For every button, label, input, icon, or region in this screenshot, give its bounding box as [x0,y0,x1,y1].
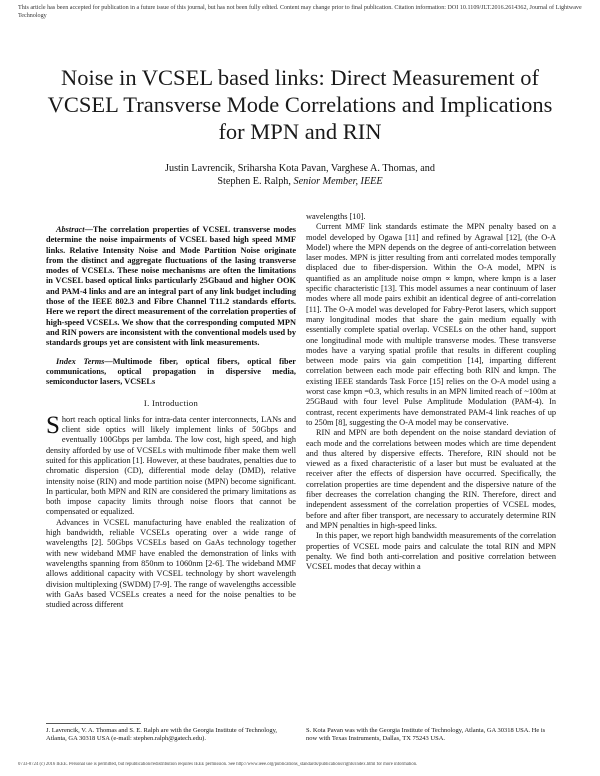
abstract-label: Abstract [56,225,85,234]
authors-line-1: Justin Lavrencik, Sriharsha Kota Pavan, Varghese A. Thomas, and [165,163,435,174]
author-role: Senior Member, IEEE [293,176,383,187]
abstract [46,225,296,349]
intro-paragraph-1-text: hort reach optical links for intra-data center interconnects, LANs and client side optics will likely implement links of 50Gbps and eventually 100Gbps per lambda. The low cost, high speed, and high density afforded by use of VCSELs with multimode fiber make them well suited for this application [1]. However, at these baudrates, penalties due to chromatic dispersion (CD), differential mode delay (DMD), relative intensity noise (RIN) and mode partition noise (MPN) become significant. In particular, both MPN and RIN are considered the primary limitations as both impose capacity limits through noise floors that cannot be compensated or equalized. [46,414,296,517]
paper-title: Noise in VCSEL based links: Direct Measurement of VCSEL Transverse Mode Correlations and Implications for MPN and RIN [47,65,553,144]
right-paragraph-3: In this paper, we report high bandwidth measurements of the correlation properties of VCSEL mode pairs and calculate the total RIN and MPN penalty. We find both anti-correlation and positive correlation between VCSEL modes that decay within a [306,531,556,572]
copyright-footer: 0733-8724 (c) 2016 IEEE. Personal use is permitted, but republication/redistribution requires IEEE permission. See http://www.ieee.org/publications_standards/publications/rights/index.html for more information. [18,762,418,767]
footnote-rule-left [46,723,141,724]
journal-header-note: This article has been accepted for publication in a future issue of this journal, but has not been fully edited. Content may change prior to final publication. Citation information: DOI 10.1109/JLT.2016.2614362, Journal of Lightwave Technology [18,5,582,19]
authors-last-name: Stephen E. Ralph, [217,176,294,187]
drop-cap: S [46,411,60,439]
intro-paragraph-1 [46,411,296,518]
section-heading-introduction: I. Introduction [143,398,199,409]
right-paragraph-1: Current MMF link standards estimate the MPN penalty based on a model developed by Ogawa [11] and refined by Agrawal [12], (the O-A Model) where the MPN depends on the degree of anti-correlation between laser modes. MPN is jitter resulting from anti correlated modes temporally displaced due to fiber-dispersion. Within the O-A model, MPN is quantified as an amplitude noise σmpn ∝ kmpn, where kmpn is a laser specific characteristic [13]. This model assumes a near continuum of laser modes where all mode pairs exhibit an identical degree of anti-correlation [11]. The O-A model was developed for Fabry-Perot lasers, which support many longitudinal modes that share the gain medium equally with essentially complete spatial overlap. VCSELs on the other hand, support one longitudinal mode with multiple transverse modes. These transverse modes have a varying spatial profile that results in different coupling between mode pairs via gain competition [14], imparting different correlation between each mode pair effecting both RIN and kmpn. The existing IEEE standards Task Force [15] relies on the O-A model using a worst case kmpn =0.3, which results in an MPN limited reach of ~100m at 25GBaud with four level Pulse Amplitude Modulation (PAM-4). In contrast, recent experiments have demonstrated PAM-4 link reaches of up to 250m [8], suggesting the O-A model may be conservative. [306,222,556,427]
right-column [306,212,556,572]
intro-paragraph-2: Advances in VCSEL manufacturing have enabled the realization of high bandwidth, reliable VCSELs operating over a wide range of wavelengths [2]. 50Gbps VCSELs based on GaAs technology together with new wideband MMF have enabled the demonstration of links with wavelengths spanning from 850nm to 1060nm [2-6]. The wideband MMF allows additional capacity with VCSEL technology by short wavelength division multiplexing (SWDM) [7-9]. The range of wavelengths accessible with GaAs based VCSELs creates a need for the noise penalties to be studied across different [46,517,296,610]
abstract-text: —The correlation properties of VCSEL transverse modes determine the noise impairments of VCSEL based high speed MMF links. Relative Intensity Noise and Mode Partition Noise originate from the distinct and aggregate fluctuations of the lasing transverse modes of VCSELs. These noise mechanisms are often the limitations in VCSEL based optical links particularly 25Gbaud and higher OOK and PAM-4 links and are an integral part of any link budget including those of the IEEE 802.3 and Fibre Channel T11.2 standards efforts. Here we report the direct measurement of the correlation properties of high-speed VCSELs. We show that the corresponding computed MPN and RIN powers are inconsistent with the conventional models used by standards groups yet are consistent with link measurements. [46,225,296,348]
footnote-left: J. Lavrencik, V. A. Thomas and S. E. Ralph are with the Georgia Institute of Technology, Atlanta, GA 30318 USA (e-mail: stephen.ralph@gatech.edu). [46,727,278,743]
footnote-right: S. Kota Pavan was with the Georgia Institute of Technology, Atlanta, GA 30318 USA. He is now with Texas Instruments, Dallas, TX 75243 USA. [306,727,546,743]
index-terms-label: Index Terms [56,356,105,366]
right-paragraph-2: RIN and MPN are both dependent on the noise standard deviation of each mode and the correlations between modes which are time dependent and thus altered by dispersive effects. Therefore, RIN should not be viewed as a fixed characteristic of a laser but must be evaluated at the receiver after the effects of dispersion have occurred. Specifically, the correlation properties are time dependent and the dispersive nature of the fiber decreases the correlation changing the RIN. Therefore, direct and independent assessment of the correlation properties of VCSEL modes, before and after fiber transport, are necessary to accurately determine RIN and MPN penalties in high-speed links. [306,428,556,530]
index-terms [46,357,296,388]
left-column [46,225,296,610]
index-terms-text: —Multimode fiber, optical fibers, optical fiber communications, optical propagation in dispersive media, semiconductor lasers, VCSELs [46,356,296,387]
authors-line-2 [120,175,480,188]
right-paragraph-0: wavelengths [10]. [306,212,366,221]
authors-block [120,162,480,188]
